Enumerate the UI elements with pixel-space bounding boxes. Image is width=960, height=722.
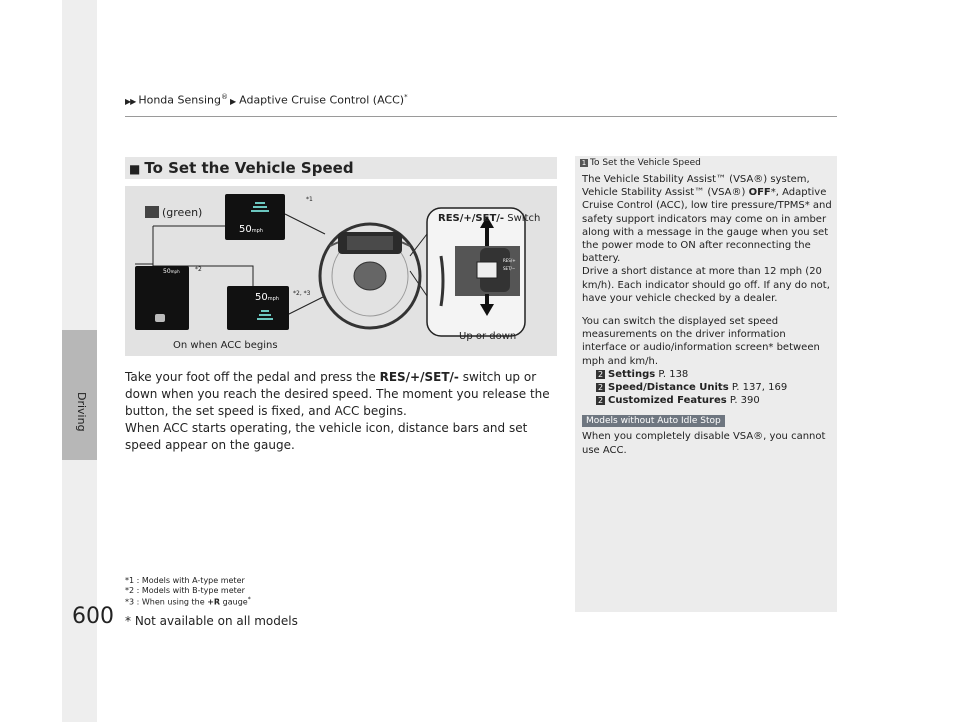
body-paragraph-2: When ACC starts operating, the vehicle icon, distance bars and set speed appear on the gauge. [125, 421, 528, 452]
ref-speed-distance-units[interactable]: 2 Speed/Distance Units P. 137, 169 [597, 382, 788, 394]
acc-begins-label: On when ACC begins [173, 340, 278, 351]
section-title: To Set the Vehicle Speed [144, 159, 354, 177]
breadcrumb [125, 93, 408, 107]
breadcrumb-arrow-icon: ▶▶ [125, 96, 136, 106]
note-title: 1 To Set the Vehicle Speed [581, 158, 701, 168]
footnote-1: *1 : Models with A-type meter [125, 576, 245, 585]
footnote-marker-1: *1 [306, 196, 313, 203]
footnotes [125, 576, 251, 607]
models-badge: Models without Auto Idle Stop [582, 415, 725, 427]
meter-display-b [227, 286, 289, 330]
section-heading [125, 157, 557, 179]
acc-indicator-icon [145, 206, 159, 218]
vehicle-icon [155, 314, 165, 322]
green-indicator-label: (green) [145, 206, 202, 219]
body-text [125, 369, 561, 454]
link-arrow-icon: 2 [597, 396, 604, 406]
speed-readout-bottom: 50mph [255, 292, 279, 303]
res-label: RES/+ [503, 258, 516, 263]
note-paragraph-4: When you completely disable VSA®, you cannot use ACC. [582, 431, 826, 456]
ref-customized-features[interactable]: 2 Customized Features P. 390 [597, 395, 760, 407]
note-paragraph-3: You can switch the displayed set speed measurements on the driver information interface or audio/information screen* between mph and km/h. [582, 316, 820, 367]
page-number: 600 [72, 604, 114, 629]
not-available-note: * Not available on all models [125, 614, 298, 628]
chapter-label: Driving [75, 392, 88, 432]
body-paragraph-1: Take your foot off the pedal and press the RES/+/SET/- switch up or down when you reach the desired speed. The moment you release the button, the set speed is fixed, and ACC begins. [125, 370, 550, 418]
breadcrumb-item-honda-sensing[interactable]: Honda Sensing [138, 93, 221, 107]
footnote-3: *3 : When using the +R gauge* [125, 596, 251, 607]
breadcrumb-arrow-icon: ▶ [229, 96, 237, 106]
section-square-icon: ■ [129, 162, 141, 176]
meter-display-c [135, 266, 189, 330]
set-label: SET/− [503, 266, 516, 271]
note-paragraph-1: The Vehicle Stability Assist™ (VSA®) system, Vehicle Stability Assist™ (VSA®) OFF*, Adaptive Cruise Control (ACC), low tire pressure/TPMS* and safety support indicators may come on in amber along with a message in the gauge when you set the power mode to ON after reconnecting the battery. [582, 174, 832, 265]
footnote-marker-2: *2 [195, 266, 202, 273]
ref-settings[interactable]: 2 Settings P. 138 [597, 368, 689, 380]
up-down-label: Up or down [459, 331, 517, 342]
note-marker-icon: 1 [581, 159, 587, 167]
speed-readout-left: 50mph [163, 268, 180, 275]
breadcrumb-item-acc[interactable]: Adaptive Cruise Control (ACC) [239, 93, 405, 107]
footnote-marker-2-3: *2, *3 [293, 290, 311, 297]
speed-readout-top: 50mph [239, 224, 263, 235]
footnote-2: *2 : Models with B-type meter [125, 585, 245, 595]
figure-acc-set-speed [125, 186, 557, 356]
asterisk-mark: * [404, 93, 408, 101]
note-body [582, 173, 832, 457]
meter-display-a [225, 194, 285, 240]
note-paragraph-2: Drive a short distance at more than 12 mph (20 km/h). Each indicator should go off. If any do not, have your vehicle checked by a dealer. [582, 266, 830, 304]
header-divider [125, 116, 837, 117]
link-arrow-icon: 2 [597, 369, 604, 379]
registered-mark: ® [220, 93, 228, 101]
link-arrow-icon: 2 [597, 383, 604, 393]
switch-label: RES/+/SET/- Switch [438, 213, 541, 224]
